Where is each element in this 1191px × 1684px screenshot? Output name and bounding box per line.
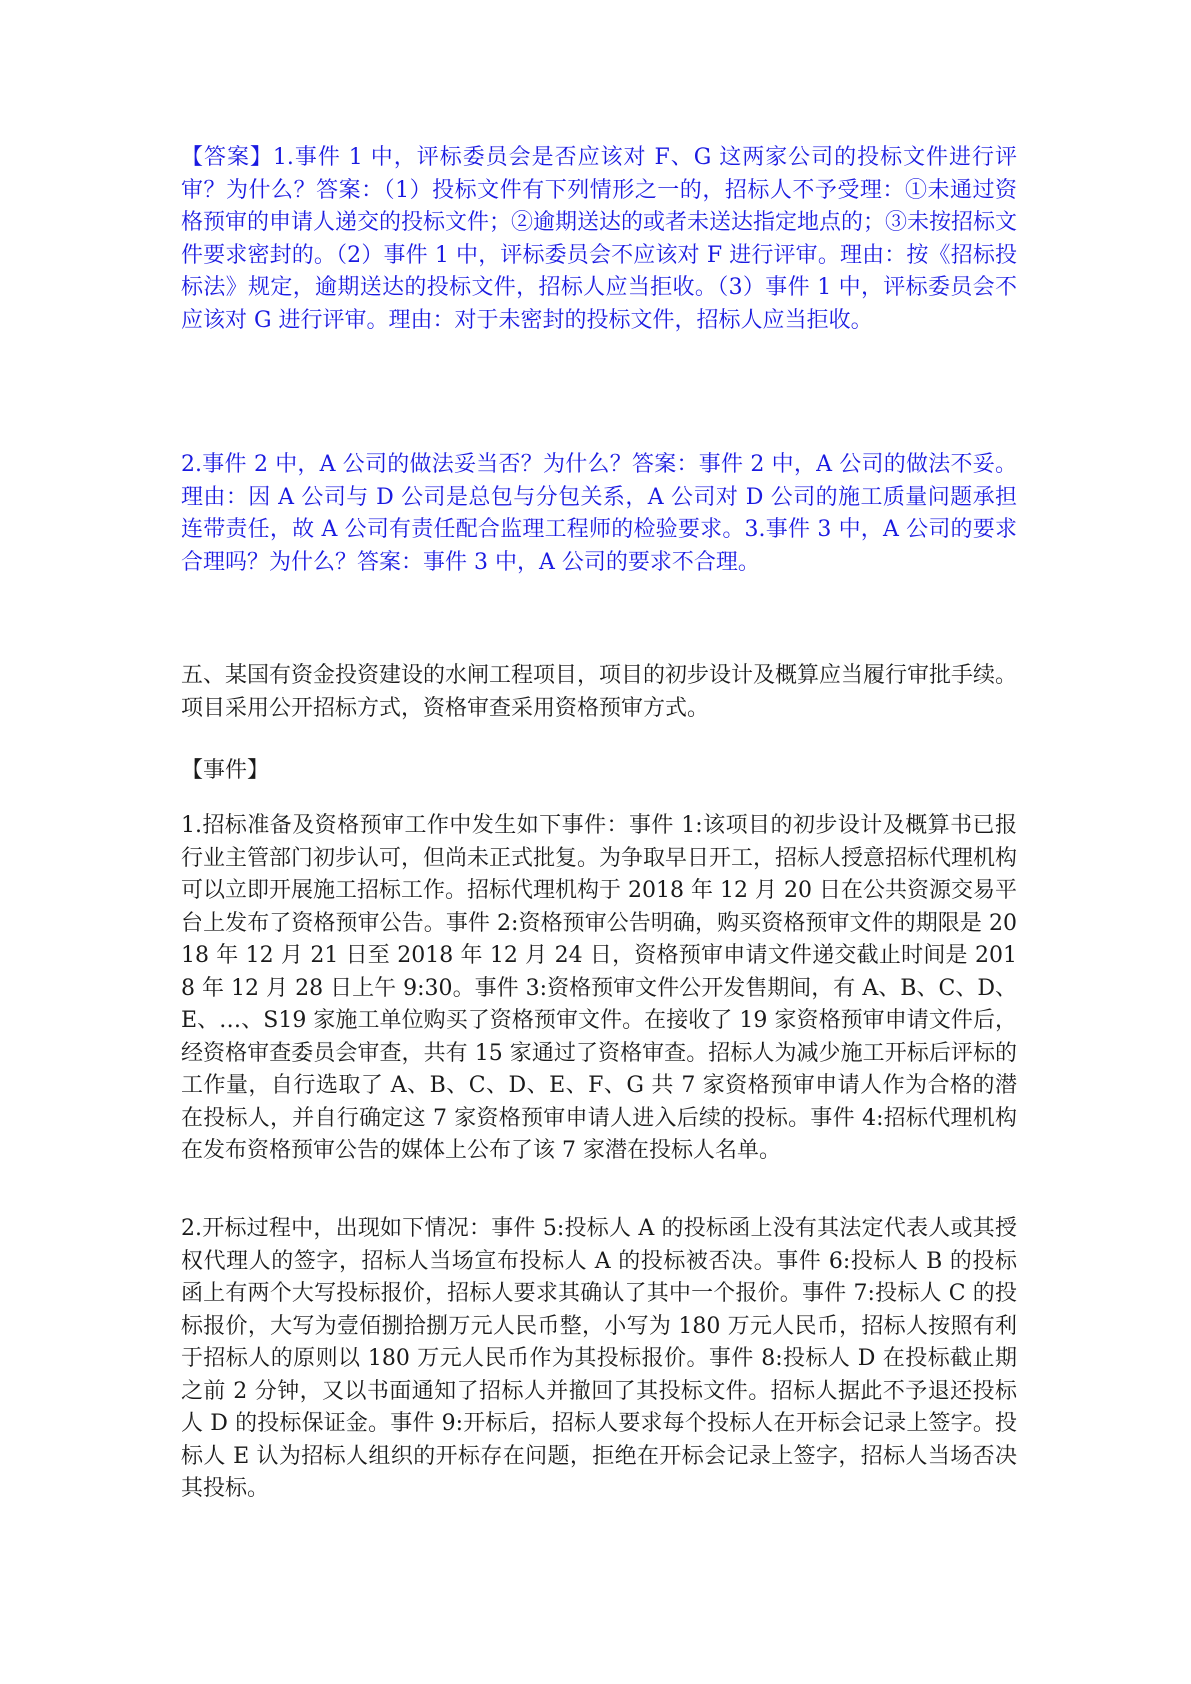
events-paragraph-1: 1.招标准备及资格预审工作中发生如下事件：事件 1:该项目的初步设计及概算书已报行业主管部门初步认可，但尚未正式批复。为争取早日开工，招标人授意招标代理机构可以立即开展施工招标工作。招标代理机构于 2018 年 12 月 20 日在公共资源交易平台上发布了资格预审公告。事件 2:资格预审公告明确，购买资格预审文件的期限是 2018 年 12 月 21 日至 2018 年 12 月 24 日，资格预审申请文件递交截止时间是 2018 年 12 月 28 日上午 9:30。事件 3:资格预审文件公开发售期间，有 A、B、C、D、E、…、S19 家施工单位购买了资格预审文件。在接收了 19 家资格预审申请文件后，经资格审查委员会审查，共有 15 家通过了资格审查。招标人为减少施工开标后评标的工作量，自行选取了 A、B、C、D、E、F、G 共 7 家资格预审申请人作为合格的潜在投标人，并自行确定这 7 家资格预审申请人进入后续的投标。事件 4:招标代理机构在发布资格预审公告的媒体上公布了该 7 家潜在投标人名单。 <box>181 813 1018 1163</box>
question-5-intro: 五、某国有资金投资建设的水闸工程项目，项目的初步设计及概算应当履行审批手续。项目采用公开招标方式，资格审查采用资格预审方式。 <box>181 663 1018 721</box>
events-paragraph-2: 2.开标过程中，出现如下情况：事件 5:投标人 A 的投标函上没有其法定代表人或其授权代理人的签字，招标人当场宣布投标人 A 的投标被否决。事件 6:投标人 B 的投标函上有两个大写投标报价，招标人要求其确认了其中一个报价。事件 7:投标人 C 的投标报价，大写为壹佰捌拾捌万元人民币整，小写为 180 万元人民币，招标人按照有利于招标人的原则以 180 万元人民币作为其投标报价。事件 8:投标人 D 在投标截止期之前 2 分钟，又以书面通知了招标人并撤回了其投标文件。招标人据此不予退还投标人 D 的投标保证金。事件 9:开标后，招标人要求每个投标人在开标会记录上签字。投标人 E 认为招标人组织的开标存在问题，拒绝在开标会记录上签字，招标人当场否决其投标。 <box>181 1216 1017 1501</box>
answer-part-2: 2.事件 2 中，A 公司的做法妥当否？为什么？答案：事件 2 中，A 公司的做法不妥。理由：因 A 公司与 D 公司是总包与分包关系，A 公司对 D 公司的施工质量问题承担连带责任，故 A 公司有责任配合监理工程师的检验要求。3.事件 3 中，A 公司的要求合理吗？为什么？答案：事件 3 中，A 公司的要求不合理。 <box>181 452 1017 575</box>
answer-part-1: 【答案】1.事件 1 中，评标委员会是否应该对 F、G 这两家公司的投标文件进行评审？为什么？答案：（1）投标文件有下列情形之一的，招标人不予受理：①未通过资格预审的申请人递交的投标文件；②逾期送达的或者未送达指定地点的；③未按招标文件要求密封的。（2）事件 1 中，评标委员会不应该对 F 进行评审。理由：按《招标投标法》规定，逾期送达的投标文件，招标人应当拒收。（3）事件 1 中，评标委员会不应该对 G 进行评审。理由：对于未密封的投标文件，招标人应当拒收。 <box>181 145 1018 333</box>
events-heading: 【事件】 <box>181 758 270 783</box>
